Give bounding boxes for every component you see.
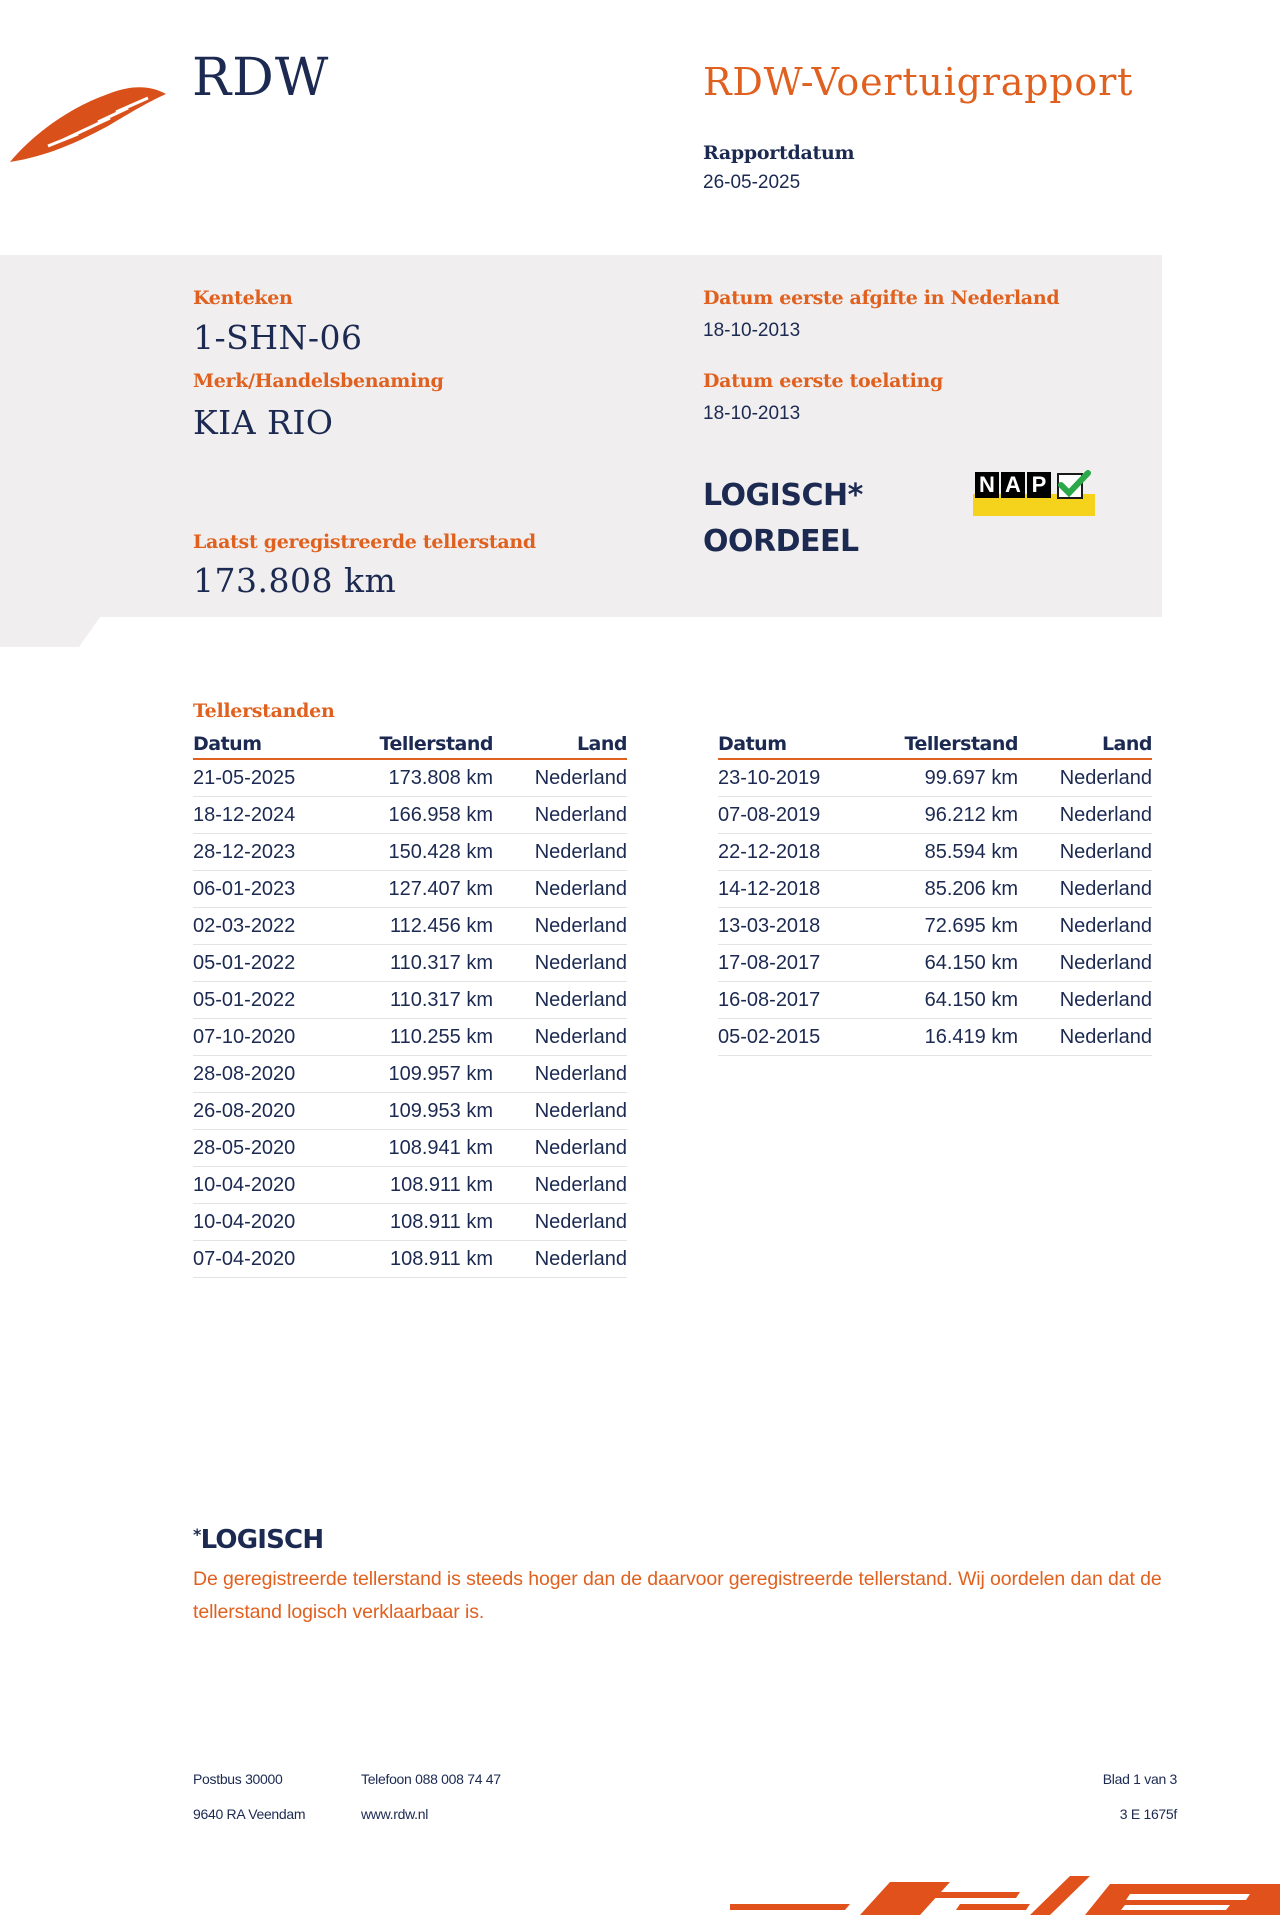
reading-country: Nederland: [493, 1056, 627, 1093]
brand-value: KIA RIO: [193, 403, 334, 442]
reading-row: [718, 1019, 1152, 1056]
note-title: LOGISCH: [200, 1525, 324, 1555]
reading-row: [718, 908, 1152, 945]
reading-row: [193, 1056, 627, 1093]
reading-date: 21-05-2025: [193, 759, 343, 797]
reading-odometer: 110.317 km: [343, 982, 493, 1019]
readings-title: Tellerstanden: [193, 700, 335, 722]
nap-letter: N: [975, 472, 999, 498]
reading-date: 07-08-2019: [718, 797, 868, 834]
reading-odometer: 166.958 km: [343, 797, 493, 834]
reading-row: [193, 834, 627, 871]
reading-row: [193, 871, 627, 908]
reading-country: Nederland: [493, 797, 627, 834]
reading-country: Nederland: [493, 1093, 627, 1130]
brand-label: Merk/Handelsbenaming: [193, 370, 444, 392]
reading-row: [193, 945, 627, 982]
reading-row: [193, 1130, 627, 1167]
report-title: RDW-Voertuigrapport: [703, 60, 1134, 104]
reading-date: 05-01-2022: [193, 945, 343, 982]
reading-date: 10-04-2020: [193, 1167, 343, 1204]
col-odometer: Tellerstand: [868, 733, 1018, 759]
rdw-feather-logo: [8, 80, 168, 166]
nap-letter: A: [1001, 472, 1025, 498]
reading-odometer: 110.255 km: [343, 1019, 493, 1056]
reading-date: 28-12-2023: [193, 834, 343, 871]
first-admission-date: 18-10-2013: [703, 403, 801, 424]
report-date: 26-05-2025: [703, 172, 801, 193]
reading-country: Nederland: [493, 871, 627, 908]
reading-date: 16-08-2017: [718, 982, 868, 1019]
reading-date: 14-12-2018: [718, 871, 868, 908]
reading-date: 17-08-2017: [718, 945, 868, 982]
reading-row: [193, 759, 627, 797]
reading-row: [718, 982, 1152, 1019]
reading-row: [718, 871, 1152, 908]
report-date-label: Rapportdatum: [703, 142, 855, 164]
note-text: De geregistreerde tellerstand is steeds hoger dan de daarvoor geregistreerde tellerstand. Wij oordelen dan dat de tellerstand logisch verklaarbaar is.: [193, 1568, 1162, 1623]
reading-row: [718, 797, 1152, 834]
nap-letter: P: [1027, 472, 1051, 498]
col-date: Datum: [718, 733, 868, 759]
footer-code: 3 E 1675f: [1119, 1806, 1177, 1822]
verdict-subtitle: OORDEEL: [703, 524, 859, 559]
reading-row: [718, 834, 1152, 871]
reading-date: 28-08-2020: [193, 1056, 343, 1093]
readings-table-left: [193, 733, 627, 1278]
reading-odometer: 16.419 km: [868, 1019, 1018, 1056]
note-star: *: [193, 1525, 201, 1544]
reading-country: Nederland: [493, 1019, 627, 1056]
reading-country: Nederland: [1018, 1019, 1152, 1056]
reading-odometer: 110.317 km: [343, 945, 493, 982]
reading-odometer: 99.697 km: [868, 759, 1018, 797]
reading-odometer: 64.150 km: [868, 945, 1018, 982]
col-country: Land: [493, 733, 627, 759]
reading-date: 18-12-2024: [193, 797, 343, 834]
reading-row: [193, 1204, 627, 1241]
first-admission-label: Datum eerste toelating: [703, 370, 944, 392]
reading-date: 10-04-2020: [193, 1204, 343, 1241]
reading-date: 07-10-2020: [193, 1019, 343, 1056]
reading-country: Nederland: [1018, 982, 1152, 1019]
reading-date: 22-12-2018: [718, 834, 868, 871]
reading-date: 26-08-2020: [193, 1093, 343, 1130]
readings-table-right: [718, 733, 1152, 1056]
col-country: Land: [1018, 733, 1152, 759]
reading-odometer: 72.695 km: [868, 908, 1018, 945]
footer-po-box: Postbus 30000: [193, 1771, 283, 1787]
reading-row: [193, 1019, 627, 1056]
reading-odometer: 173.808 km: [343, 759, 493, 797]
reading-row: [193, 1167, 627, 1204]
reading-odometer: 108.911 km: [343, 1167, 493, 1204]
reading-country: Nederland: [493, 982, 627, 1019]
footer-website: www.rdw.nl: [361, 1806, 429, 1822]
reading-odometer: 109.953 km: [343, 1093, 493, 1130]
col-date: Datum: [193, 733, 343, 759]
reading-date: 06-01-2023: [193, 871, 343, 908]
reading-country: Nederland: [493, 1167, 627, 1204]
reading-odometer: 127.407 km: [343, 871, 493, 908]
nap-badge: [973, 470, 1095, 516]
reading-country: Nederland: [493, 1130, 627, 1167]
reading-country: Nederland: [1018, 797, 1152, 834]
reading-odometer: 109.957 km: [343, 1056, 493, 1093]
reading-odometer: 108.941 km: [343, 1130, 493, 1167]
reading-date: 05-01-2022: [193, 982, 343, 1019]
verdict-title: LOGISCH*: [703, 478, 863, 513]
last-odometer-label: Laatst geregistreerde tellerstand: [193, 531, 536, 553]
footer-stripe-decoration: [730, 1874, 1280, 1915]
reading-date: 28-05-2020: [193, 1130, 343, 1167]
reading-date: 02-03-2022: [193, 908, 343, 945]
reading-country: Nederland: [493, 759, 627, 797]
reading-country: Nederland: [1018, 871, 1152, 908]
panel-tab-decoration: [0, 617, 100, 647]
footer-page: Blad 1 van 3: [1102, 1771, 1177, 1787]
reading-country: Nederland: [1018, 834, 1152, 871]
footer-city: 9640 RA Veendam: [193, 1806, 306, 1822]
col-odometer: Tellerstand: [343, 733, 493, 759]
reading-date: 07-04-2020: [193, 1241, 343, 1278]
reading-row: [193, 908, 627, 945]
reading-row: [193, 982, 627, 1019]
reading-odometer: 96.212 km: [868, 797, 1018, 834]
reading-date: 23-10-2019: [718, 759, 868, 797]
license-plate: 1-SHN-06: [193, 318, 363, 357]
reading-date: 13-03-2018: [718, 908, 868, 945]
reading-country: Nederland: [493, 908, 627, 945]
reading-row: [718, 759, 1152, 797]
reading-odometer: 64.150 km: [868, 982, 1018, 1019]
reading-country: Nederland: [1018, 945, 1152, 982]
vehicle-summary-panel: [0, 255, 1162, 617]
reading-country: Nederland: [1018, 759, 1152, 797]
reading-odometer: 150.428 km: [343, 834, 493, 871]
reading-country: Nederland: [493, 945, 627, 982]
first-issue-nl-date: 18-10-2013: [703, 320, 801, 341]
reading-odometer: 112.456 km: [343, 908, 493, 945]
reading-row: [193, 1241, 627, 1278]
reading-country: Nederland: [1018, 908, 1152, 945]
reading-country: Nederland: [493, 1241, 627, 1278]
note-heading: [193, 1525, 323, 1555]
reading-country: Nederland: [493, 834, 627, 871]
reading-odometer: 85.206 km: [868, 871, 1018, 908]
last-odometer-value: 173.808 km: [193, 561, 397, 600]
reading-odometer: 108.911 km: [343, 1241, 493, 1278]
logo-text: RDW: [192, 48, 330, 108]
reading-row: [193, 797, 627, 834]
reading-row: [718, 945, 1152, 982]
reading-row: [193, 1093, 627, 1130]
reading-date: 05-02-2015: [718, 1019, 868, 1056]
reading-odometer: 85.594 km: [868, 834, 1018, 871]
checkmark-icon: [1055, 470, 1091, 502]
plate-label: Kenteken: [193, 287, 293, 309]
reading-country: Nederland: [493, 1204, 627, 1241]
first-issue-nl-label: Datum eerste afgifte in Nederland: [703, 287, 1060, 309]
reading-odometer: 108.911 km: [343, 1204, 493, 1241]
footer-phone: Telefoon 088 008 74 47: [361, 1771, 501, 1787]
